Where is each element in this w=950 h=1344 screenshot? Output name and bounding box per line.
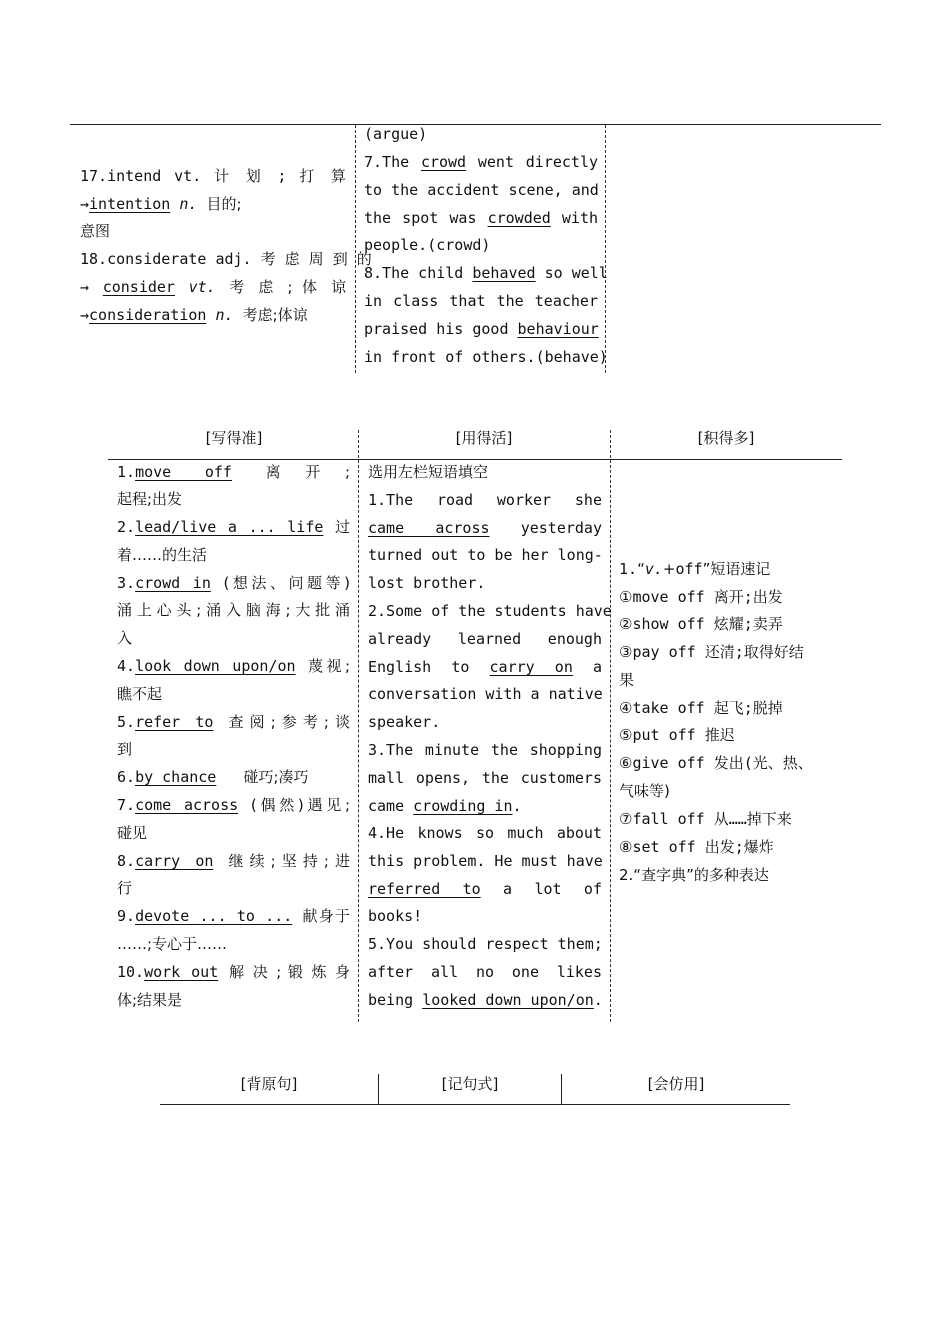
note-item: ⑦fall off 从……掉下来 [619, 810, 792, 828]
fill-2-answer: English to carry on a [368, 658, 603, 676]
note-item: ⑥give off 发出(光、热、 [619, 754, 813, 772]
fill-line: lost brother. [368, 574, 486, 592]
exercise-text-line: people.(crowd) [364, 236, 491, 254]
phrase-9: 9.devote ... to ... 献身于 [117, 907, 350, 925]
exercise-text-line: in front of others.(behave) [364, 348, 608, 366]
header-recite-sentences: [背原句] [240, 1075, 298, 1093]
phrase-6: 6.by chance 碰巧;凑巧 [117, 768, 309, 786]
fill-3-line: 3.The minute the shopping [368, 741, 602, 759]
note-item: ⑤put off 推迟 [619, 726, 735, 744]
vocab-item-17-derivative: →intention n. 目的; [80, 195, 242, 213]
vocab-item-18-line: 18.considerate adj. 考 虑 周 到 的 [80, 250, 372, 268]
phrase-line: 体;结果是 [117, 991, 183, 1009]
fill-line: speaker. [368, 713, 441, 731]
note-item: ①move off 离开;出发 [619, 588, 783, 606]
fill-line: turned out to be her long- [368, 546, 603, 564]
top-rule [70, 124, 881, 125]
fill-4-answer: referred to a lot of [368, 880, 602, 898]
note-item: ④take off 起飞;脱掉 [619, 699, 783, 717]
exercise-text-line: praised his good behaviour [364, 320, 599, 338]
notes-heading-1: 1.“v.+off”短语速记 [619, 560, 771, 578]
exercise-text-line: in class that the teacher [364, 292, 598, 310]
section2-divider-2 [610, 430, 611, 1022]
fill-line: conversation with a native [368, 685, 603, 703]
vocab-item-17-meaning: 意图 [80, 222, 111, 240]
phrase-2: 2.lead/live a ... life 过 [117, 518, 351, 536]
note-item: ⑧set off 出发;爆炸 [619, 838, 774, 856]
fill-1-answer: came across yesterday [368, 519, 602, 537]
fill-1-line: 1.The road worker she [368, 491, 602, 509]
phrase-line: 到 [117, 740, 133, 758]
section2-rule [108, 459, 842, 460]
header-use-flexibly: [用得活] [455, 429, 513, 447]
notes-heading-2: 2.“查字典”的多种表达 [619, 866, 769, 884]
phrase-line: 行 [117, 879, 133, 897]
phrase-5: 5.refer to 查阅;参考;谈 [117, 713, 351, 731]
fill-line: after all no one likes [368, 963, 602, 981]
section2-divider-1 [358, 430, 359, 1022]
fill-line: this problem. He must have [368, 852, 603, 870]
phrase-4: 4.look down upon/on 蔑视; [117, 657, 350, 675]
phrase-1: 1.move off 离开; [117, 463, 351, 481]
phrase-7: 7.come across (偶然)遇见; [117, 796, 351, 814]
fill-4-line: 4.He knows so much about [368, 824, 602, 842]
fill-line: books! [368, 907, 423, 925]
vocab-item-18-verb: → consider vt. 考 虑 ; 体 谅 [80, 278, 346, 296]
vocab-item-17-line: 17.intend vt. 计 划 ; 打 算 [80, 167, 346, 185]
exercise-7-line: 7.The crowd went directly [364, 153, 599, 171]
top-divider-2 [605, 125, 606, 373]
phrase-line: 起程;出发 [117, 490, 183, 508]
fill-3-answer: came crowding in. [368, 797, 522, 815]
exercise-text-line: (argue) [364, 125, 428, 143]
phrase-line: ……;专心于…… [117, 935, 228, 953]
fill-line: already learned enough [368, 630, 602, 648]
section3-divider-1 [378, 1074, 379, 1104]
exercise-8-line: 8.The child behaved so well [364, 264, 608, 282]
note-item: ②show off 炫耀;卖弄 [619, 615, 783, 633]
phrase-line: 涌上心头;涌入脑海;大批涌 [117, 601, 350, 619]
fill-5-answer: being looked down upon/on. [368, 991, 603, 1009]
top-divider-1 [355, 125, 356, 373]
fill-5-line: 5.You should respect them; [368, 935, 603, 953]
note-item: 果 [619, 671, 635, 689]
header-accumulate-more: [积得多] [697, 429, 755, 447]
phrase-3: 3.crowd in (想法、问题等) [117, 574, 350, 592]
exercise-text-line: the spot was crowded with [364, 209, 599, 227]
note-item: 气味等) [619, 782, 670, 800]
exercise-instruction: 选用左栏短语填空 [368, 463, 489, 481]
header-imitate: [会仿用] [647, 1075, 705, 1093]
section3-divider-2 [561, 1074, 562, 1104]
fill-line: mall opens, the customers [368, 769, 602, 787]
vocab-item-18-noun: →consideration n. 考虑;体谅 [80, 306, 308, 324]
section3-rule [160, 1104, 790, 1105]
header-write-accurately: [写得准] [205, 429, 263, 447]
phrase-10: 10.work out 解 决 ; 锻 炼 身 [117, 963, 351, 981]
exercise-text-line: to the accident scene, and [364, 181, 599, 199]
note-item: ③pay off 还清;取得好结 [619, 643, 804, 661]
header-sentence-patterns: [记句式] [441, 1075, 499, 1093]
phrase-line: 碰见 [117, 824, 148, 842]
phrase-8: 8.carry on 继续;坚持;进 [117, 852, 351, 870]
phrase-line: 入 [117, 629, 133, 647]
phrase-line: 着……的生活 [117, 546, 208, 564]
fill-2-line: 2.Some of the students have [368, 602, 612, 620]
phrase-line: 瞧不起 [117, 685, 163, 703]
